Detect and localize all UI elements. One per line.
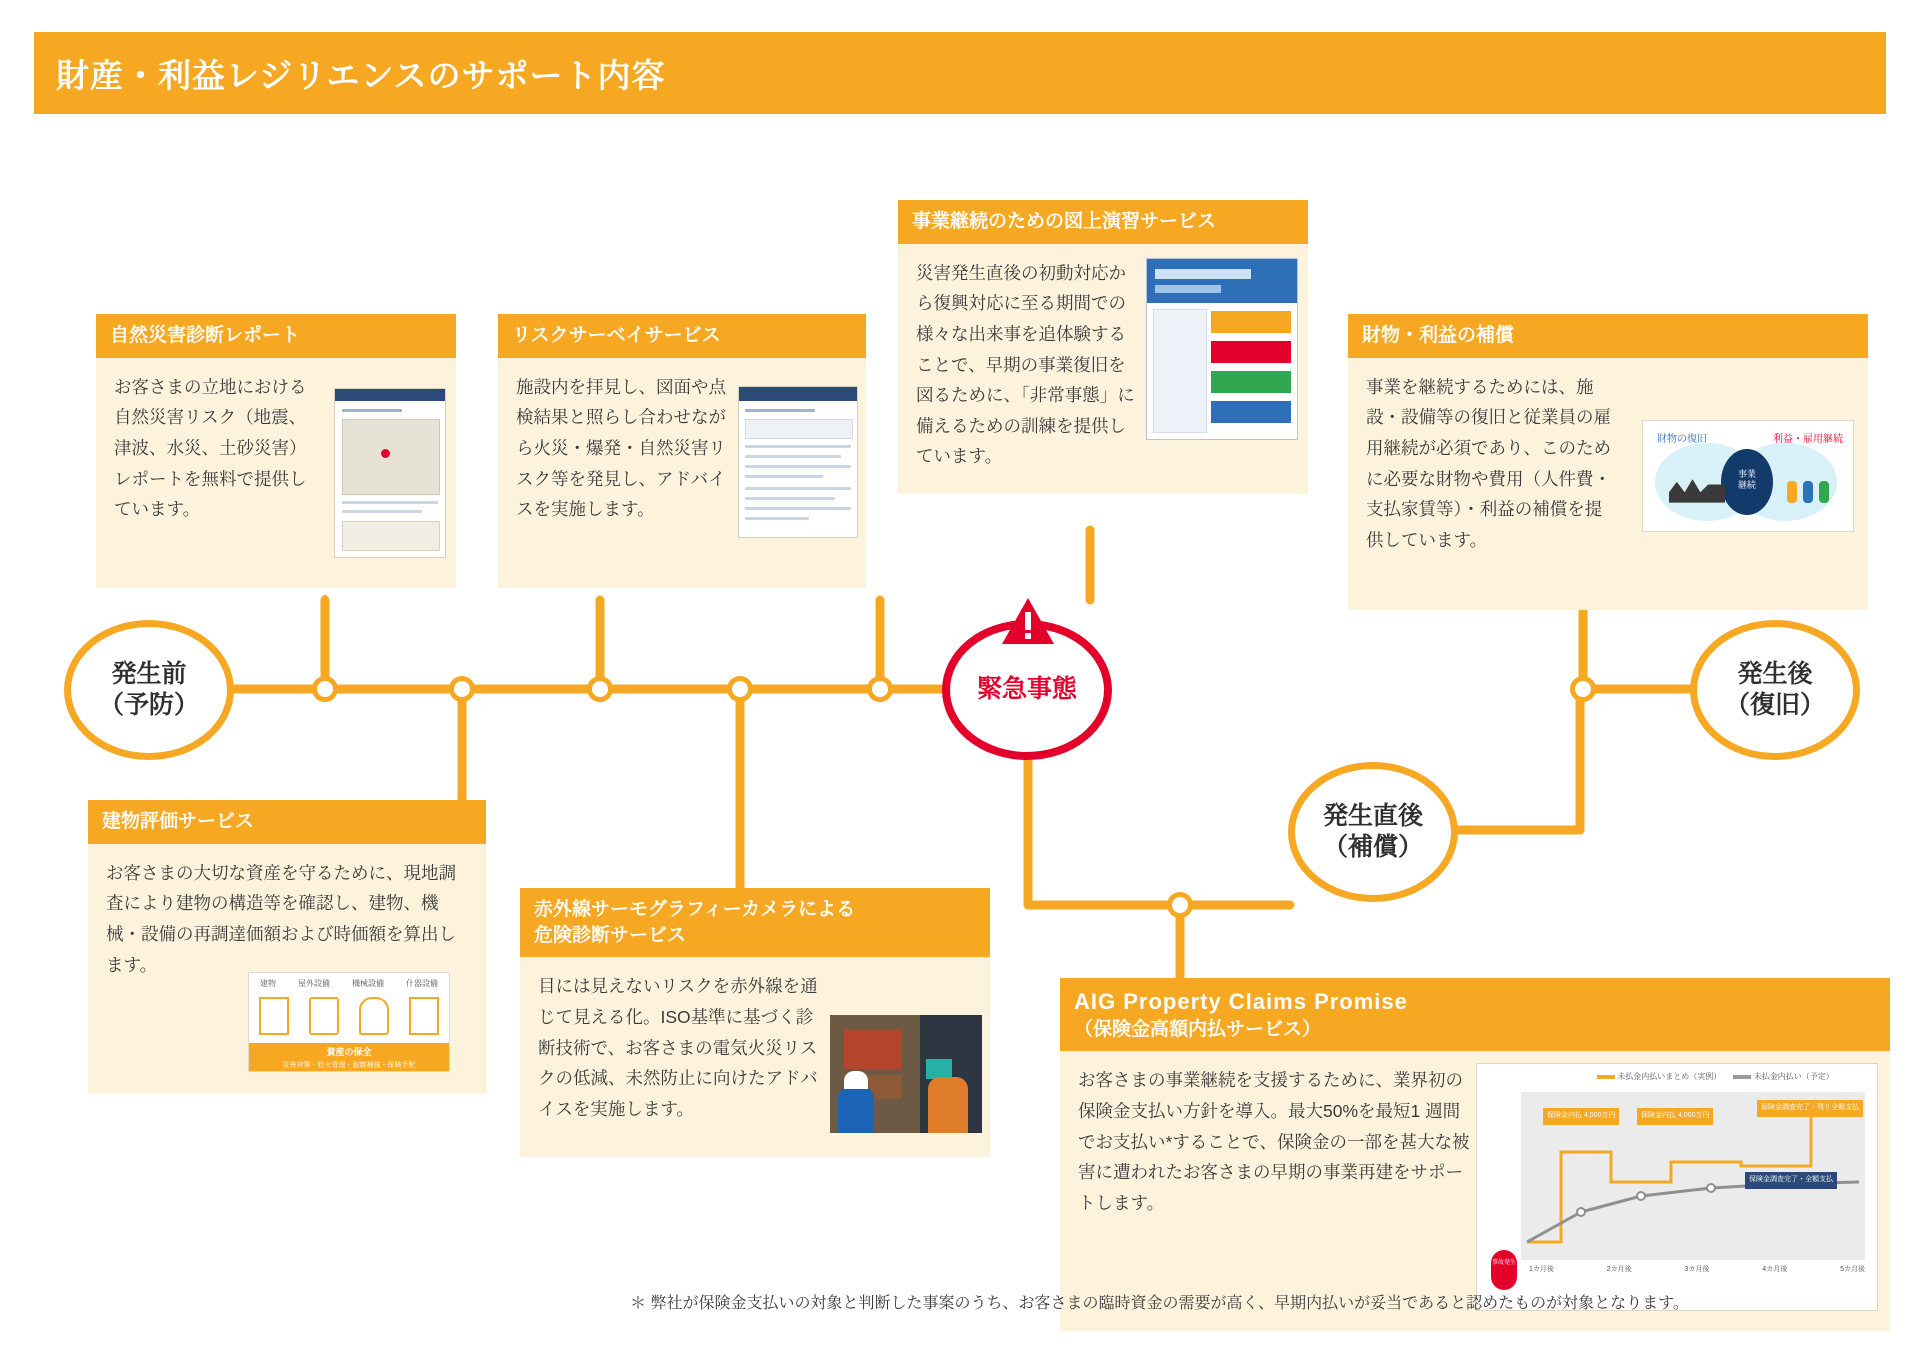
claims-xtick-1: 2カ月後 — [1606, 1266, 1632, 1274]
claims-xtick-4: 5カ月後 — [1840, 1266, 1865, 1274]
card-body — [520, 957, 990, 1157]
card-text: お客さまの事業継続を支援するために、業界初の保険金支払い方針を導入。最大50%を最短1 週間でお支払い*することで、保険金の一部を甚大な被害に遭われたお客さまの早期の事業再建をサポートします。 — [1078, 1070, 1470, 1213]
claims-annotation-1: 保険金内払 4,000万円 — [1637, 1108, 1713, 1124]
venn-center-label-1: 事業 — [1737, 468, 1756, 479]
timeline-dot-4 — [727, 676, 753, 702]
timeline-dot-7 — [1570, 676, 1596, 702]
card-title-line2: （保険金高額内払サービス） — [1074, 1018, 1322, 1040]
card-title-line1: AIG Property Claims Promise — [1074, 989, 1408, 1014]
survey-report-document-thumbnail — [738, 386, 858, 538]
node-label-line1: 緊急事態 — [976, 675, 1077, 704]
timeline-dot-5 — [867, 676, 893, 702]
claims-xtick-0: 1カ月後 — [1529, 1266, 1554, 1274]
card-title-line2: 危険診断サービス — [534, 924, 687, 946]
claims-xtick-2: 3カ月後 — [1684, 1266, 1710, 1274]
card-body — [96, 358, 456, 588]
card-text: 目には見えないリスクを赤外線を通じて見える化。ISO基準に基づく診断技術で、お客さまの電気火災リスクの低減、未然防止に向けたアドバイスを実施します。 — [538, 976, 818, 1119]
card-building-evaluation-service[interactable] — [88, 800, 486, 1094]
page-header — [34, 32, 1886, 114]
venn-center-label-2: 継続 — [1737, 480, 1756, 491]
claims-legend-0: 未払金内払いまとめ（実例） — [1617, 1072, 1722, 1082]
claims-xtick-3: 4カ月後 — [1762, 1266, 1788, 1274]
venn-left-label: 財物の復旧 — [1657, 433, 1707, 445]
timeline-dot-3 — [587, 676, 613, 702]
card-title: 自然災害診断レポート — [96, 314, 456, 358]
asset-col-3: 什器設備 — [406, 978, 438, 988]
card-title: 財物・利益の補償 — [1348, 314, 1868, 358]
card-text: 施設内を拝見し、図面や点検結果と照らし合わせながら火災・爆発・自然災害リスク等を発見し、アドバイスを実施します。 — [516, 376, 726, 520]
venn-right-label: 利益・雇用継続 — [1773, 433, 1843, 445]
asset-footer-title: 資産の保全 — [326, 1046, 372, 1057]
venn-diagram-thumbnail — [1642, 420, 1854, 532]
card-title — [520, 888, 990, 957]
card-text: 事業を継続するためには、施設・設備等の復旧と従業員の雇用継続が必須であり、このために必要な財物や費用（人件費・支払家賃等）・利益の補償を提供しています。 — [1366, 376, 1611, 550]
card-body — [898, 244, 1308, 494]
card-title — [1060, 978, 1890, 1051]
thermography-inspection-photo-thumbnail — [830, 1015, 982, 1133]
asset-footer-sub: 災害対策・防火管理・耐震補強・保険手配 — [282, 1062, 416, 1070]
card-title: リスクサーベイサービス — [498, 314, 866, 358]
card-natural-disaster-report[interactable] — [96, 314, 456, 588]
claims-marker-label: 事故発生 — [1491, 1250, 1517, 1290]
node-label-line1: 発生前 — [111, 659, 187, 688]
claims-annotation-2: 保険金調査完了・残り全額支払 — [1757, 1100, 1863, 1116]
card-title: 建物評価サービス — [88, 800, 486, 844]
claims-annotation-0: 保険金内払 4,000万円 — [1543, 1108, 1619, 1124]
card-title: 事業継続のための図上演習サービス — [898, 200, 1308, 244]
node-label-line1: 発生後 — [1737, 659, 1813, 688]
node-label-line2: （補償） — [1322, 833, 1423, 861]
card-aig-property-claims-promise[interactable] — [1060, 978, 1890, 1331]
card-text: お客さまの立地における自然災害リスク（地震、津波、水災、土砂災害）レポートを無料で提供しています。 — [114, 376, 307, 520]
asset-col-0: 建物 — [260, 978, 276, 988]
claims-legend-1: 未払金内払い（予定） — [1753, 1072, 1834, 1082]
timeline-dot-1 — [312, 676, 338, 702]
claims-annotation-3: 保険金調査完了・全額支払 — [1745, 1172, 1837, 1188]
tabletop-exercise-slide-thumbnail — [1146, 258, 1298, 440]
card-body — [1348, 358, 1868, 610]
node-label-line2: （復旧） — [1724, 691, 1825, 719]
node-before-occurrence[interactable] — [64, 620, 234, 760]
node-after-occurrence[interactable] — [1690, 620, 1860, 760]
card-body — [498, 358, 866, 588]
card-risk-survey-service[interactable] — [498, 314, 866, 588]
node-label-line2: （予防） — [98, 691, 199, 719]
page-title: 財産・利益レジリエンスのサポート内容 — [56, 56, 666, 94]
timeline-dot-6 — [1167, 892, 1193, 918]
asset-protection-chart-thumbnail — [248, 972, 450, 1072]
asset-col-2: 機械設備 — [352, 978, 384, 988]
timeline-dot-2 — [449, 676, 475, 702]
card-title-line1: 赤外線サーモグラフィーカメラによる — [534, 899, 856, 920]
card-text: 災害発生直後の初動対応から復興対応に至る期間での様々な出来事を追体験することで、早期の事業復旧を図るために、「非常事態」に備えるための訓練を提供しています。 — [916, 262, 1135, 467]
claims-payment-chart-thumbnail — [1476, 1063, 1878, 1311]
asset-col-1: 屋外設備 — [298, 978, 330, 988]
card-infrared-thermography-service[interactable] — [520, 888, 990, 1157]
node-label-line1: 発生直後 — [1322, 801, 1423, 830]
node-immediately-after[interactable] — [1288, 762, 1458, 902]
card-body — [88, 844, 486, 1094]
alert-triangle-icon — [1000, 596, 1056, 648]
card-property-profit-compensation[interactable] — [1348, 314, 1868, 610]
card-tabletop-exercise-service[interactable] — [898, 200, 1308, 494]
card-text: お客さまの大切な資産を守るために、現地調査により建物の構造等を確認し、建物、機械・設備の再調達価額および時価額を算出します。 — [106, 862, 456, 975]
footnote: ＊ 弊社が保険金支払いの対象と判断した事案のうち、お客さまの臨時資金の需要が高く、早期内払いが妥当であると認めたものが対象となります。 — [630, 1295, 1689, 1312]
map-report-document-thumbnail — [334, 388, 446, 558]
